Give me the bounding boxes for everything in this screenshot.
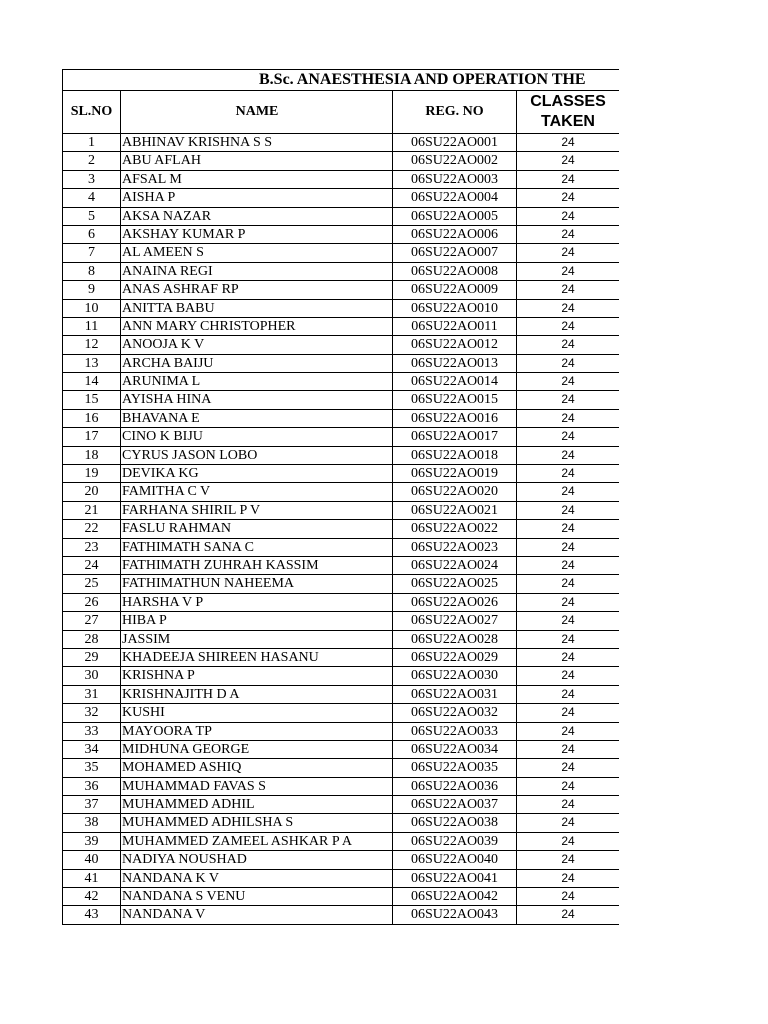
header-name: NAME [121,91,393,133]
table-row [63,851,619,869]
cell-reg-no: 06SU22AO032 [393,704,517,721]
cell-reg-no: 06SU22AO006 [393,226,517,243]
cell-classes-taken: 24 [561,484,575,499]
cell-reg-no: 06SU22AO017 [393,428,517,445]
cell-name: FATHIMATH ZUHRAH KASSIM [121,557,393,574]
table-row [63,723,619,741]
cell-name: FATHIMATHUN NAHEEMA [121,575,393,592]
cell-classes-taken: 24 [561,613,575,628]
cell-sl-no: 19 [63,465,121,482]
cell-classes-taken: 24 [561,190,575,205]
cell-classes-taken: 24 [561,355,575,370]
cell-reg-no: 06SU22AO011 [393,318,517,335]
cell-name: KHADEEJA SHIREEN HASANU [121,649,393,666]
cell-reg-no: 06SU22AO034 [393,741,517,758]
table-row [63,447,619,465]
cell-reg-no: 06SU22AO008 [393,263,517,280]
cell-reg-no: 06SU22AO043 [393,906,517,923]
cell-name: AISHA P [121,189,393,206]
cell-name: MUHAMMED ZAMEEL ASHKAR P A [121,833,393,850]
cell-sl-no: 12 [63,336,121,353]
cell-classes-taken: 24 [561,208,575,223]
cell-reg-no: 06SU22AO026 [393,594,517,611]
cell-reg-no: 06SU22AO041 [393,870,517,887]
cell-name: AKSHAY KUMAR P [121,226,393,243]
cell-classes-taken: 24 [561,907,575,922]
cell-name: HIBA P [121,612,393,629]
cell-name: MAYOORA TP [121,723,393,740]
cell-classes-taken: 24 [561,153,575,168]
cell-sl-no: 27 [63,612,121,629]
cell-sl-no: 1 [63,134,121,151]
table-row [63,189,619,207]
table-row [63,171,619,189]
attendance-table [62,69,619,925]
table-row [63,833,619,851]
cell-classes-taken: 24 [561,263,575,278]
cell-sl-no: 31 [63,686,121,703]
cell-name: ANN MARY CHRISTOPHER [121,318,393,335]
cell-sl-no: 29 [63,649,121,666]
cell-sl-no: 36 [63,778,121,795]
cell-sl-no: 22 [63,520,121,537]
cell-reg-no: 06SU22AO021 [393,502,517,519]
cell-classes-taken: 24 [561,447,575,462]
cell-sl-no: 28 [63,631,121,648]
table-row [63,686,619,704]
cell-sl-no: 11 [63,318,121,335]
cell-name: JASSIM [121,631,393,648]
table-row [63,318,619,336]
cell-sl-no: 21 [63,502,121,519]
cell-reg-no: 06SU22AO015 [393,391,517,408]
cell-reg-no: 06SU22AO016 [393,410,517,427]
cell-name: MIDHUNA GEORGE [121,741,393,758]
cell-classes-taken: 24 [561,594,575,609]
cell-sl-no: 13 [63,355,121,372]
cell-name: ANAINA REGI [121,263,393,280]
cell-sl-no: 7 [63,244,121,261]
cell-classes-taken: 24 [561,870,575,885]
cell-name: AKSA NAZAR [121,208,393,225]
cell-name: MOHAMED ASHIQ [121,759,393,776]
cell-sl-no: 23 [63,539,121,556]
cell-reg-no: 06SU22AO030 [393,667,517,684]
cell-reg-no: 06SU22AO037 [393,796,517,813]
cell-sl-no: 10 [63,300,121,317]
cell-name: FAMITHA C V [121,483,393,500]
cell-sl-no: 8 [63,263,121,280]
cell-sl-no: 42 [63,888,121,905]
table-row [63,870,619,888]
table-row [63,796,619,814]
cell-classes-taken: 24 [561,649,575,664]
cell-classes-taken: 24 [561,337,575,352]
cell-reg-no: 06SU22AO024 [393,557,517,574]
cell-reg-no: 06SU22AO010 [393,300,517,317]
cell-sl-no: 6 [63,226,121,243]
table-row [63,649,619,667]
table-row [63,557,619,575]
cell-sl-no: 15 [63,391,121,408]
cell-sl-no: 25 [63,575,121,592]
cell-reg-no: 06SU22AO005 [393,208,517,225]
cell-classes-taken: 24 [561,392,575,407]
cell-reg-no: 06SU22AO038 [393,814,517,831]
cell-classes-taken: 24 [561,245,575,260]
table-row [63,428,619,446]
table-row [63,594,619,612]
cell-reg-no: 06SU22AO003 [393,171,517,188]
cell-classes-taken: 24 [561,797,575,812]
cell-name: BHAVANA E [121,410,393,427]
cell-name: NADIYA NOUSHAD [121,851,393,868]
cell-sl-no: 5 [63,208,121,225]
cell-reg-no: 06SU22AO004 [393,189,517,206]
cell-name: ARUNIMA L [121,373,393,390]
cell-sl-no: 34 [63,741,121,758]
header-classes-taken: CLASSES TAKEN [530,93,606,130]
table-row [63,520,619,538]
cell-classes-taken: 24 [561,282,575,297]
cell-classes-taken: 24 [561,668,575,683]
cell-sl-no: 35 [63,759,121,776]
cell-sl-no: 43 [63,906,121,923]
cell-sl-no: 14 [63,373,121,390]
cell-reg-no: 06SU22AO022 [393,520,517,537]
cell-sl-no: 33 [63,723,121,740]
cell-name: ABHINAV KRISHNA S S [121,134,393,151]
cell-reg-no: 06SU22AO012 [393,336,517,353]
cell-sl-no: 39 [63,833,121,850]
header-reg-no: REG. NO [393,91,517,133]
cell-reg-no: 06SU22AO027 [393,612,517,629]
table-row [63,134,619,152]
header-row [63,91,619,134]
cell-sl-no: 17 [63,428,121,445]
cell-name: NANDANA V [121,906,393,923]
table-body [63,134,619,925]
cell-classes-taken: 24 [561,226,575,241]
cell-classes-taken: 24 [561,705,575,720]
cell-sl-no: 26 [63,594,121,611]
cell-name: KRISHNA P [121,667,393,684]
cell-sl-no: 3 [63,171,121,188]
table-row [63,502,619,520]
cell-reg-no: 06SU22AO009 [393,281,517,298]
cell-classes-taken: 24 [561,723,575,738]
cell-reg-no: 06SU22AO040 [393,851,517,868]
table-row [63,575,619,593]
cell-reg-no: 06SU22AO023 [393,539,517,556]
table-row [63,759,619,777]
table-row [63,152,619,170]
cell-classes-taken: 24 [561,557,575,572]
cell-classes-taken: 24 [561,429,575,444]
cell-classes-taken: 24 [561,135,575,149]
table-title: B.Sc. ANAESTHESIA AND OPERATION THE [63,70,619,91]
cell-sl-no: 16 [63,410,121,427]
cell-classes-taken: 24 [561,466,575,481]
cell-classes-taken: 24 [561,521,575,536]
table-row [63,612,619,630]
cell-classes-taken: 24 [561,686,575,701]
cell-name: ANITTA BABU [121,300,393,317]
cell-name: AYISHA HINA [121,391,393,408]
cell-name: MUHAMMED ADHIL [121,796,393,813]
cell-name: AFSAL M [121,171,393,188]
table-row [63,355,619,373]
cell-sl-no: 2 [63,152,121,169]
table-row [63,263,619,281]
table-row [63,465,619,483]
cell-sl-no: 37 [63,796,121,813]
table-row [63,208,619,226]
cell-classes-taken: 24 [561,852,575,867]
cell-name: NANDANA S VENU [121,888,393,905]
table-row [63,888,619,906]
cell-classes-taken: 24 [561,760,575,775]
cell-name: KRISHNAJITH D A [121,686,393,703]
table-row [63,410,619,428]
cell-classes-taken: 24 [561,889,575,904]
cell-name: FARHANA SHIRIL P V [121,502,393,519]
cell-reg-no: 06SU22AO028 [393,631,517,648]
cell-classes-taken: 24 [561,741,575,756]
table-row [63,778,619,796]
cell-reg-no: 06SU22AO014 [393,373,517,390]
cell-name: FATHIMATH SANA C [121,539,393,556]
cell-name: MUHAMMED ADHILSHA S [121,814,393,831]
cell-classes-taken: 24 [561,318,575,333]
cell-classes-taken: 24 [561,833,575,848]
cell-classes-taken: 24 [561,815,575,830]
cell-sl-no: 40 [63,851,121,868]
cell-name: HARSHA V P [121,594,393,611]
cell-reg-no: 06SU22AO036 [393,778,517,795]
cell-reg-no: 06SU22AO019 [393,465,517,482]
cell-classes-taken: 24 [561,300,575,315]
cell-name: ANOOJA K V [121,336,393,353]
cell-classes-taken: 24 [561,539,575,554]
cell-classes-taken: 24 [561,410,575,425]
cell-reg-no: 06SU22AO001 [393,134,517,151]
cell-sl-no: 24 [63,557,121,574]
cell-name: ABU AFLAH [121,152,393,169]
cell-sl-no: 20 [63,483,121,500]
header-sl-no: SL.NO [63,91,121,133]
table-row [63,391,619,409]
cell-reg-no: 06SU22AO039 [393,833,517,850]
cell-name: CINO K BIJU [121,428,393,445]
cell-reg-no: 06SU22AO025 [393,575,517,592]
table-row [63,281,619,299]
cell-name: FASLU RAHMAN [121,520,393,537]
cell-sl-no: 32 [63,704,121,721]
cell-name: CYRUS JASON LOBO [121,447,393,464]
cell-sl-no: 18 [63,447,121,464]
table-row [63,244,619,262]
cell-classes-taken: 24 [561,374,575,389]
cell-classes-taken: 24 [561,576,575,591]
table-row [63,300,619,318]
cell-reg-no: 06SU22AO035 [393,759,517,776]
cell-classes-taken: 24 [561,502,575,517]
cell-sl-no: 41 [63,870,121,887]
cell-sl-no: 38 [63,814,121,831]
cell-name: ARCHA BAIJU [121,355,393,372]
table-row [63,667,619,685]
table-row [63,741,619,759]
table-row [63,483,619,501]
cell-name: MUHAMMAD FAVAS S [121,778,393,795]
cell-name: ANAS ASHRAF RP [121,281,393,298]
cell-name: KUSHI [121,704,393,721]
cell-name: NANDANA K V [121,870,393,887]
cell-reg-no: 06SU22AO033 [393,723,517,740]
cell-name: DEVIKA KG [121,465,393,482]
cell-reg-no: 06SU22AO020 [393,483,517,500]
cell-name: AL AMEEN S [121,244,393,261]
cell-classes-taken: 24 [561,631,575,646]
table-row [63,373,619,391]
cell-classes-taken: 24 [561,778,575,793]
cell-sl-no: 30 [63,667,121,684]
table-row [63,631,619,649]
cell-reg-no: 06SU22AO002 [393,152,517,169]
cell-reg-no: 06SU22AO031 [393,686,517,703]
cell-reg-no: 06SU22AO007 [393,244,517,261]
cell-reg-no: 06SU22AO013 [393,355,517,372]
table-row [63,336,619,354]
cell-reg-no: 06SU22AO018 [393,447,517,464]
table-row [63,226,619,244]
table-row [63,704,619,722]
table-row [63,539,619,557]
cell-reg-no: 06SU22AO042 [393,888,517,905]
cell-sl-no: 9 [63,281,121,298]
cell-sl-no: 4 [63,189,121,206]
table-row [63,906,619,924]
cell-classes-taken: 24 [561,171,575,186]
cell-reg-no: 06SU22AO029 [393,649,517,666]
table-row [63,814,619,832]
